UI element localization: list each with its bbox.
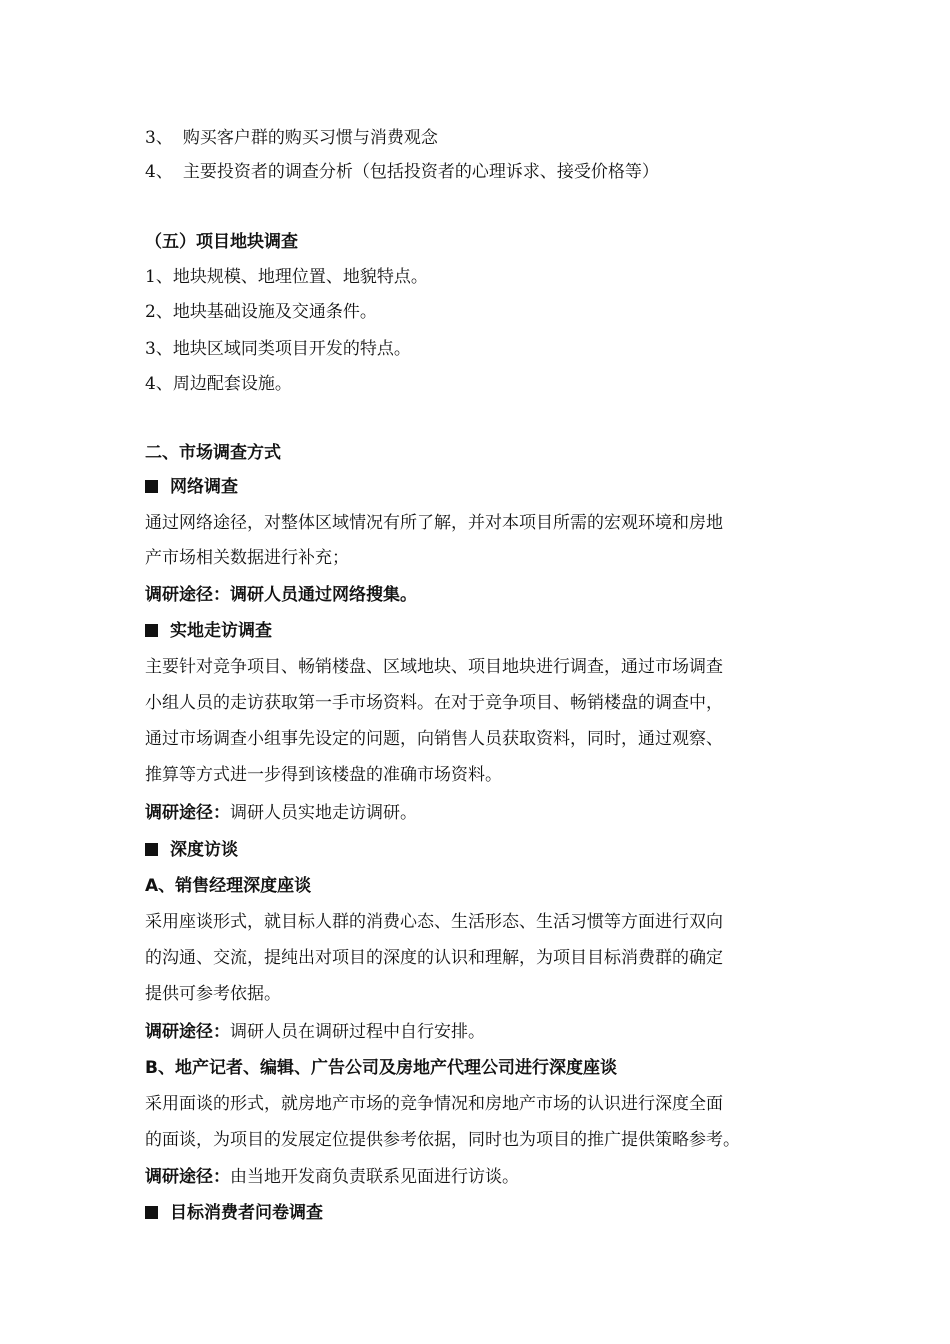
subsection-a-title: A、销售经理深度座谈 [145,876,312,896]
bullet-title: 实地走访调查 [170,621,272,641]
section-heading-2: 二、市场调查方式 [145,443,281,463]
black-square-bullet-icon [145,480,158,493]
bullet-consumer-survey [145,1201,323,1225]
route-text: 调研人员实地走访调研。 [230,803,417,823]
paragraph-line: 主要针对竞争项目、畅销楼盘、区域地块、项目地块进行调查，通过市场调查 [145,657,723,677]
bullet-title: 深度访谈 [170,840,238,860]
paragraph-line: 提供可参考依据。 [145,984,281,1004]
route-text: 调研人员在调研过程中自行安排。 [230,1022,485,1042]
route-text: 调研人员通过网络搜集。 [230,585,417,605]
paragraph-line: 采用座谈形式，就目标人群的消费心态、生活形态、生活习惯等方面进行双向 [145,912,723,932]
research-route [145,1165,519,1189]
list-item-4 [145,160,659,184]
list-item-3 [145,126,438,150]
section5-item-3: 3、地块区域同类项目开发的特点。 [145,339,411,359]
bullet-field-survey [145,619,272,643]
bullet-network-survey [145,475,238,499]
route-label: 调研途径： [145,585,230,605]
route-label: 调研途径： [145,803,230,823]
section5-item-4: 4、周边配套设施。 [145,374,292,394]
paragraph-line: 采用面谈的形式，就房地产市场的竞争情况和房地产市场的认识进行深度全面 [145,1094,723,1114]
research-route [145,583,417,607]
bullet-title: 目标消费者问卷调查 [170,1203,323,1223]
research-route [145,801,417,825]
section5-item-1: 1、地块规模、地理位置、地貌特点。 [145,267,428,287]
list-number: 3、 [145,128,173,148]
section5-item-2: 2、地块基础设施及交通条件。 [145,302,377,322]
black-square-bullet-icon [145,843,158,856]
list-text: 主要投资者的调查分析（包括投资者的心理诉求、接受价格等） [182,162,659,182]
black-square-bullet-icon [145,624,158,637]
route-label: 调研途径： [145,1167,230,1187]
paragraph-line: 的沟通、交流，提纯出对项目的深度的认识和理解，为项目目标消费群的确定 [145,948,723,968]
paragraph-line: 小组人员的走访获取第一手市场资料。在对于竞争项目、畅销楼盘的调查中， [145,693,723,713]
research-route [145,1020,485,1044]
bullet-depth-interview [145,838,238,862]
paragraph-line: 产市场相关数据进行补充； [145,548,349,568]
section-heading-5: （五）项目地块调查 [145,232,298,252]
paragraph-line: 通过市场调查小组事先设定的问题，向销售人员获取资料，同时，通过观察、 [145,729,723,749]
black-square-bullet-icon [145,1206,158,1219]
paragraph-line: 通过网络途径，对整体区域情况有所了解，并对本项目所需的宏观环境和房地 [145,513,723,533]
route-text: 由当地开发商负责联系见面进行访谈。 [230,1167,519,1187]
bullet-title: 网络调查 [170,477,238,497]
paragraph-line: 推算等方式进一步得到该楼盘的准确市场资料。 [145,765,502,785]
subsection-b-title: B、地产记者、编辑、广告公司及房地产代理公司进行深度座谈 [145,1058,617,1078]
paragraph-line: 的面谈，为项目的发展定位提供参考依据，同时也为项目的推广提供策略参考。 [145,1130,740,1150]
list-number: 4、 [145,162,173,182]
route-label: 调研途径： [145,1022,230,1042]
list-text: 购买客户群的购买习惯与消费观念 [182,128,438,148]
